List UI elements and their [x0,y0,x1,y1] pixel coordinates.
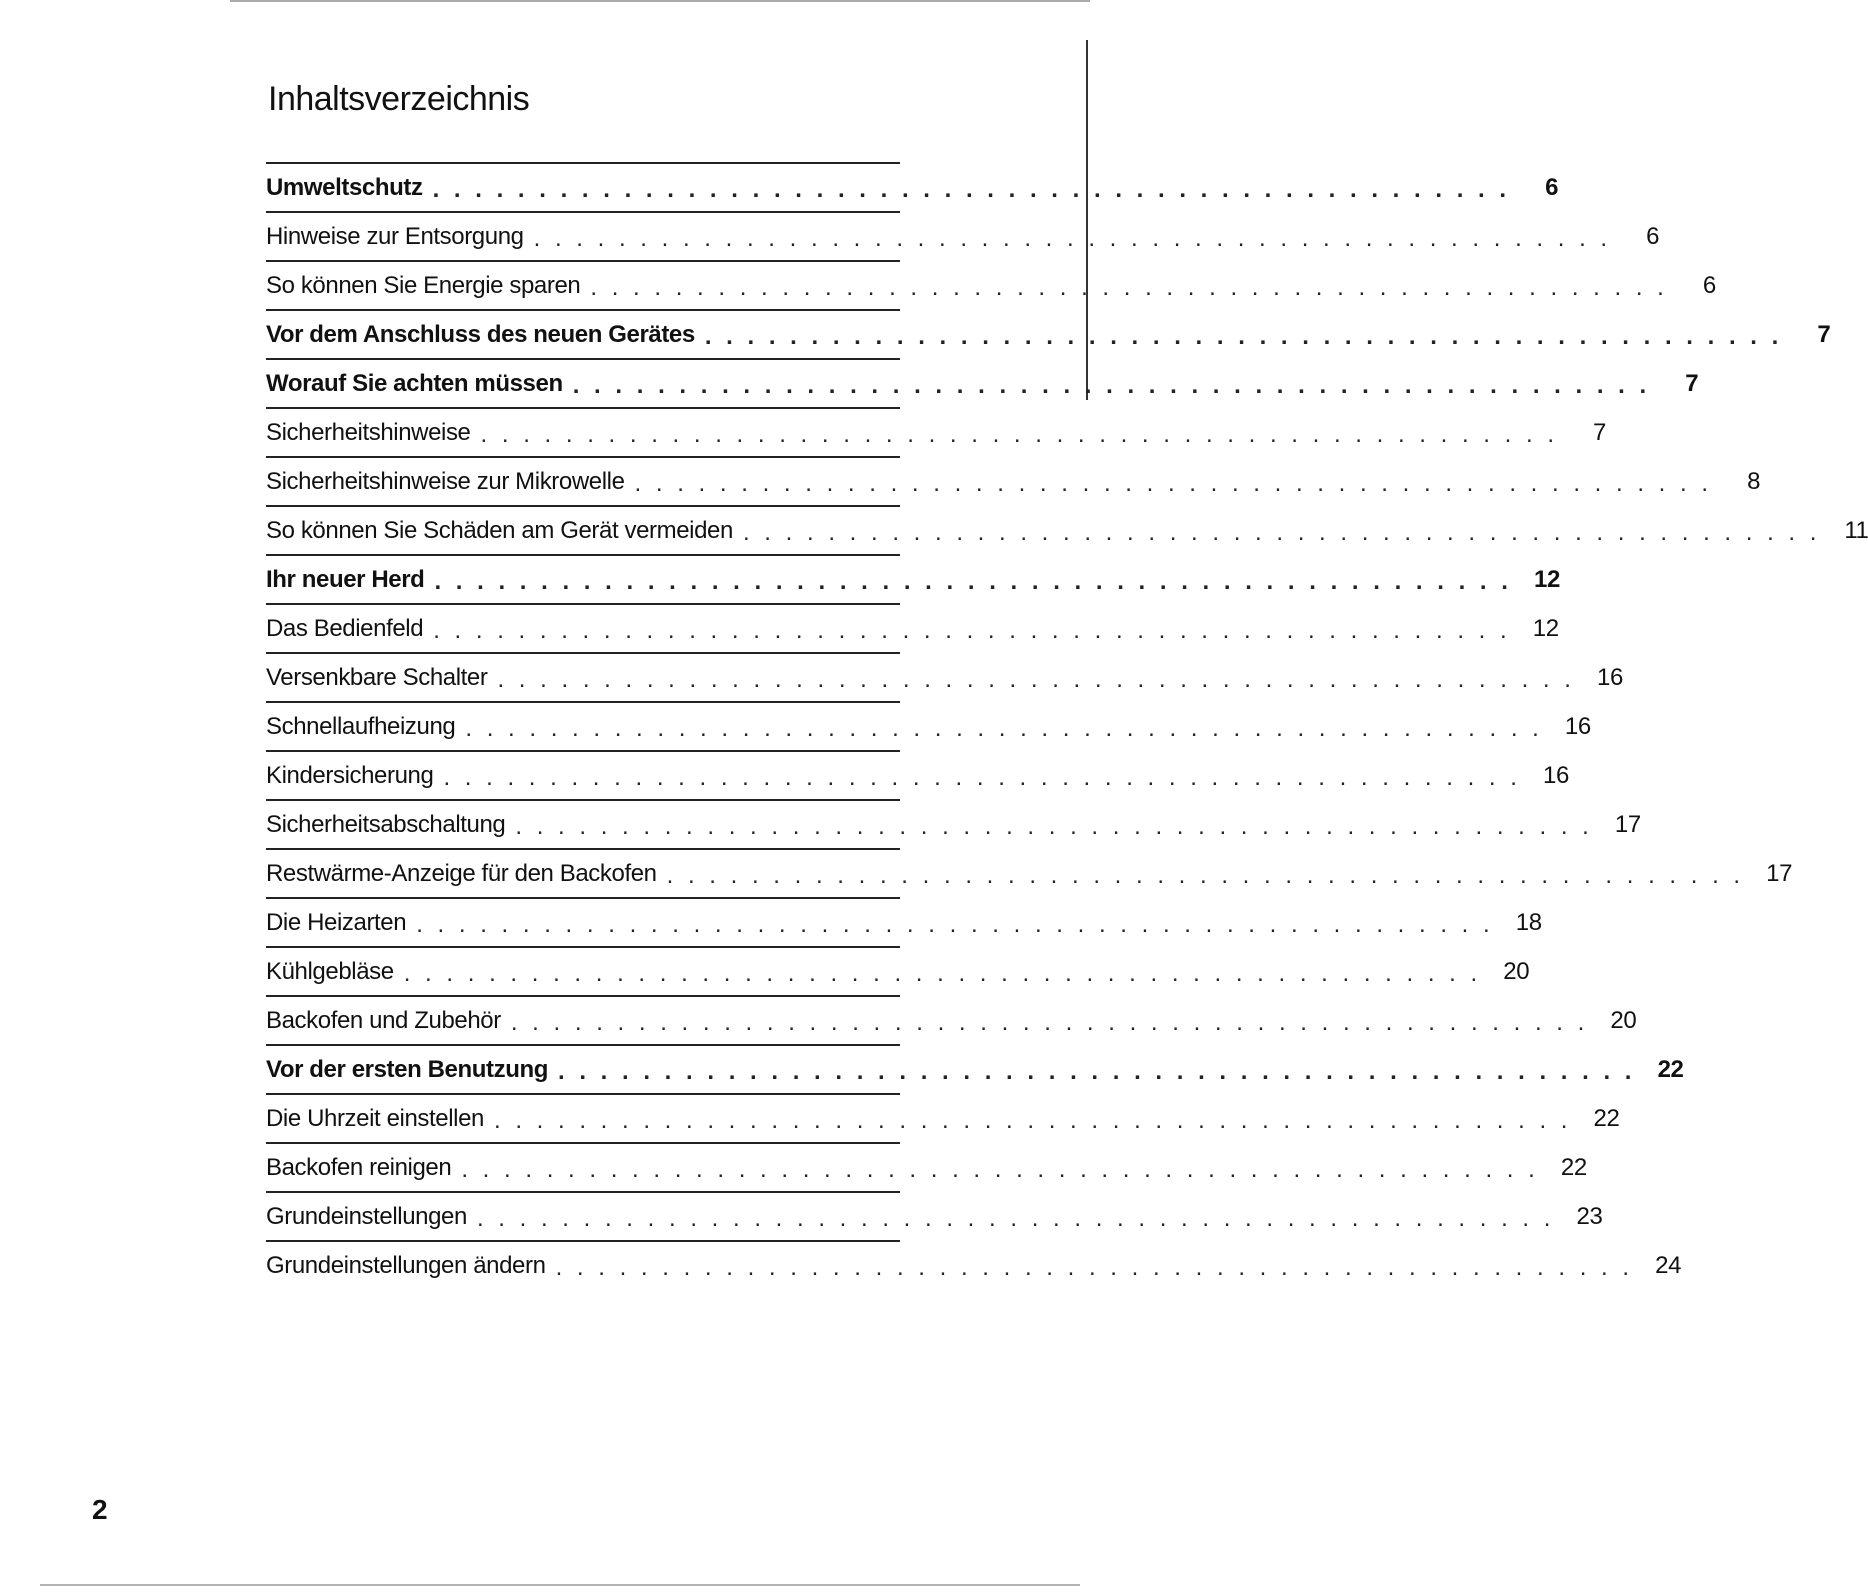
toc-entry-page: 7 [1685,369,1699,397]
toc-entry [266,997,1637,1046]
toc-entry-page: 6 [1545,173,1559,201]
toc-entry-page: 20 [1610,1006,1637,1034]
toc-entry-page: 12 [1532,614,1559,642]
toc-entry-title: Das Bedienfeld [266,614,424,642]
toc-entry [266,1046,1684,1095]
toc-dot-leader: . . . . . . . . . . . . . . . . . . . . . . . . . . . . . . . . . . . . . . . . . . . . . . . . . . . [533,224,1612,252]
toc-entry [266,1242,1682,1289]
toc-entry [266,164,1559,213]
toc-entry [266,850,1793,899]
toc-entry [266,507,1868,556]
toc-entry-title: So können Sie Energie sparen [266,271,581,299]
toc-entry-title: Die Heizarten [266,908,407,936]
toc-entry-title: Backofen und Zubehör [266,1006,501,1034]
toc-entry-title: Vor dem Anschluss des neuen Gerätes [266,320,695,348]
toc-entry-title: Umweltschutz [266,173,423,201]
toc-dot-leader: . . . . . . . . . . . . . . . . . . . . . . . . . . . . . . . . . . . . . . . . . . . . . . . . . . . [476,1204,1555,1232]
toc-entry-title: Restwärme-Anzeige für den Backofen [266,859,657,887]
toc-entry-title: Grundeinstellungen ändern [266,1251,546,1279]
toc-entry-title: Grundeinstellungen [266,1202,467,1230]
toc-entry-page: 18 [1515,908,1542,936]
toc-entry-page: 22 [1560,1153,1587,1181]
toc-entry [266,948,1530,997]
toc-entry-title: Hinweise zur Entsorgung [266,222,524,250]
table-of-contents [266,162,1868,1289]
toc-entry-page: 16 [1597,663,1623,691]
toc-entry-title: Ihr neuer Herd [266,565,425,593]
toc-entry-page: 24 [1655,1251,1682,1279]
toc-entry [266,360,1699,409]
toc-entry [266,262,1716,311]
toc-dot-leader: . . . . . . . . . . . . . . . . . . . . . . . . . . . . . . . . . . . . . . . . . . . . . . . . . . . [555,1253,1634,1281]
toc-entry-title: Worauf Sie achten müssen [266,369,563,397]
toc-dot-leader: . . . . . . . . . . . . . . . . . . . . . . . . . . . . . . . . . . . . . . . . . . . . . . . . . . . [443,763,1521,791]
toc-entry [266,605,1559,654]
toc-entry-title: Kühlgebläse [266,957,394,985]
top-edge-rule [230,0,1090,2]
toc-dot-leader: . . . . . . . . . . . . . . . . . . . . . . . . . . . . . . . . . . . . . . . . . . . . . . . . . . . [634,469,1713,497]
toc-entry-title: Sicherheitshinweise zur Mikrowelle [266,467,625,495]
toc-entry-page: 7 [1593,418,1606,446]
toc-dot-leader: . . . . . . . . . . . . . . . . . . . . . . . . . . . . . . . . . . . . . . . . . . . . . . . . . . . [590,273,1668,301]
toc-dot-leader: . . . . . . . . . . . . . . . . . . . . . . . . . . . . . . . . . . . . . . . . . . . . . . . . . . . [434,567,1512,595]
toc-entry-page: 7 [1817,320,1831,348]
toc-entry [266,213,1660,262]
toc-entry [266,1193,1603,1242]
toc-entry [266,703,1591,752]
toc-dot-leader: . . . . . . . . . . . . . . . . . . . . . . . . . . . . . . . . . . . . . . . . . . . . . . . . . . . [403,959,1482,987]
toc-entry-title: So können Sie Schäden am Gerät vermeiden [266,516,733,544]
toc-entry-page: 23 [1576,1202,1603,1230]
toc-entry-page: 6 [1646,222,1660,250]
toc-dot-leader: . . . . . . . . . . . . . . . . . . . . . . . . . . . . . . . . . . . . . . . . . . . . . . . . . . . [433,616,1511,644]
toc-entry-page: 11 [1844,516,1868,544]
toc-entry-title: Backofen reinigen [266,1153,452,1181]
toc-dot-leader: . . . . . . . . . . . . . . . . . . . . . . . . . . . . . . . . . . . . . . . . . . . . . . . . . . . [572,371,1651,399]
toc-entry-page: 22 [1593,1104,1620,1132]
toc-entry [266,1095,1620,1144]
toc-dot-leader: . . . . . . . . . . . . . . . . . . . . . . . . . . . . . . . . . . . . . . . . . . . . . . . . . . . [480,420,1558,448]
toc-entry [266,409,1606,458]
toc-dot-leader: . . . . . . . . . . . . . . . . . . . . . . . . . . . . . . . . . . . . . . . . . . . . . . . . . . . [704,322,1783,350]
toc-entry [266,752,1569,801]
toc-entry [266,311,1831,360]
toc-entry-page: 16 [1564,712,1591,740]
toc-entry-page: 20 [1503,957,1530,985]
toc-dot-leader: . . . . . . . . . . . . . . . . . . . . . . . . . . . . . . . . . . . . . . . . . . . . . . . . . . . [432,175,1511,203]
toc-dot-leader: . . . . . . . . . . . . . . . . . . . . . . . . . . . . . . . . . . . . . . . . . . . . . . . . . . . [510,1008,1589,1036]
toc-entry-title: Schnellaufheizung [266,712,456,740]
toc-entry-title: Vor der ersten Benutzung [266,1055,548,1083]
toc-entry-page: 17 [1614,810,1641,838]
toc-entry-title: Versenkbare Schalter [266,663,488,691]
toc-entry-page: 17 [1766,859,1793,887]
toc-dot-leader: . . . . . . . . . . . . . . . . . . . . . . . . . . . . . . . . . . . . . . . . . . . . . . . . . . . [666,861,1745,889]
toc-dot-leader: . . . . . . . . . . . . . . . . . . . . . . . . . . . . . . . . . . . . . . . . . . . . . . . . . . . [515,812,1593,840]
toc-entry [266,801,1641,850]
toc-entry-title: Sicherheitshinweise [266,418,471,446]
toc-entry-page: 8 [1747,467,1761,495]
toc-entry [266,556,1560,605]
toc-dot-leader: . . . . . . . . . . . . . . . . . . . . . . . . . . . . . . . . . . . . . . . . . . . . . . . . . . . [493,1106,1572,1134]
bottom-edge-rule [40,1584,1080,1586]
toc-dot-leader: . . . . . . . . . . . . . . . . . . . . . . . . . . . . . . . . . . . . . . . . . . . . . . . . . . . [465,714,1543,742]
toc-entry-title: Kindersicherung [266,761,434,789]
toc-entry-title: Die Uhrzeit einstellen [266,1104,484,1132]
toc-entry-title: Sicherheitsabschaltung [266,810,506,838]
toc-entry-page: 16 [1543,761,1569,789]
toc-entry [266,458,1761,507]
toc-dot-leader: . . . . . . . . . . . . . . . . . . . . . . . . . . . . . . . . . . . . . . . . . . . . . . . . . . . [461,1155,1539,1183]
page-title: Inhaltsverzeichnis [268,80,530,118]
toc-dot-leader: . . . . . . . . . . . . . . . . . . . . . . . . . . . . . . . . . . . . . . . . . . . . . . . . . . . [742,518,1821,546]
toc-entry-page: 12 [1534,565,1560,593]
toc-dot-leader: . . . . . . . . . . . . . . . . . . . . . . . . . . . . . . . . . . . . . . . . . . . . . . . . . . . [497,665,1575,693]
toc-dot-leader: . . . . . . . . . . . . . . . . . . . . . . . . . . . . . . . . . . . . . . . . . . . . . . . . . . . [416,910,1494,938]
toc-dot-leader: . . . . . . . . . . . . . . . . . . . . . . . . . . . . . . . . . . . . . . . . . . . . . . . . . . . [558,1057,1636,1085]
toc-entry [266,654,1623,703]
toc-entry-page: 6 [1702,271,1716,299]
page-number: 2 [92,1494,108,1525]
toc-entry-page: 22 [1657,1055,1684,1083]
toc-entry [266,899,1542,948]
toc-entry [266,1144,1587,1193]
